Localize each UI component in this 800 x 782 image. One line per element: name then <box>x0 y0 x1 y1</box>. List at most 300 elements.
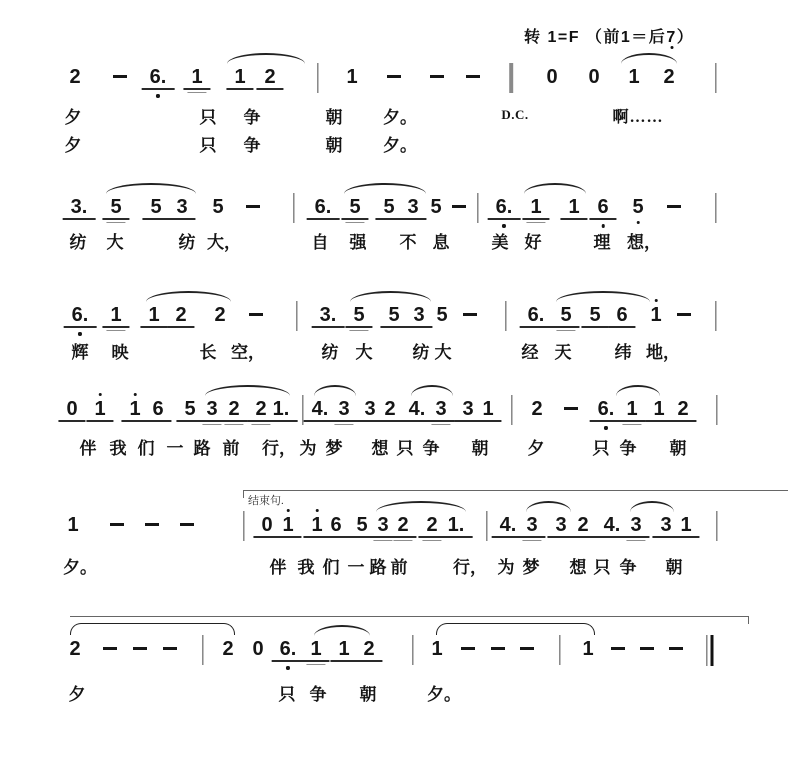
sixteenth-underline <box>622 424 641 426</box>
duration-dash <box>133 647 147 650</box>
note-number: 5 <box>560 304 572 326</box>
slur-arc <box>227 53 305 64</box>
lyric: 纺 <box>69 233 87 252</box>
note-number: 1 <box>346 66 358 88</box>
note <box>152 398 163 420</box>
barline <box>715 301 716 331</box>
lyric: 理 <box>593 233 611 252</box>
lyric: 行， <box>453 558 487 577</box>
lyric: 想 <box>371 439 389 458</box>
sixteenth-underline <box>373 540 392 542</box>
eighth-underline <box>552 326 579 328</box>
duration-dash <box>430 75 444 78</box>
octave-dot-above <box>98 393 101 396</box>
note-number: 5 <box>589 304 601 326</box>
note-number: 2 <box>426 514 438 536</box>
note <box>282 514 293 536</box>
note-number: 2 <box>677 398 689 420</box>
lyric: 前 <box>222 439 240 458</box>
slur-arc <box>556 291 650 302</box>
lyric: 地， <box>646 343 680 362</box>
note-number: 5 <box>430 196 442 218</box>
note-number: 2 <box>397 514 409 536</box>
note <box>346 66 357 88</box>
lyric: 辉 <box>71 343 89 362</box>
note-number: 2 <box>363 638 375 660</box>
eighth-underline <box>322 536 349 538</box>
lyric: 夕。 <box>383 108 417 127</box>
note-number: 6. <box>527 304 545 326</box>
note-number: 1 <box>431 638 443 660</box>
eighth-underline <box>618 420 645 422</box>
note-number: 6. <box>279 638 297 660</box>
barline <box>505 301 506 331</box>
note <box>184 398 195 420</box>
octave-dot-below <box>286 666 289 669</box>
note-number: 1 <box>582 638 594 660</box>
sixteenth-underline <box>106 222 125 224</box>
lyric: 朝 <box>325 108 343 127</box>
note <box>528 304 545 326</box>
note-number: 1 <box>234 66 246 88</box>
eighth-underline <box>474 420 501 422</box>
note <box>338 398 349 420</box>
slur-arc <box>411 385 453 396</box>
eighth-underline <box>569 536 596 538</box>
lyric: 夕 <box>64 136 82 155</box>
eighth-underline <box>488 218 521 220</box>
barline <box>715 63 716 93</box>
eighth-underline <box>669 420 696 422</box>
note-number: 5 <box>353 304 365 326</box>
eighth-underline <box>102 326 129 328</box>
note <box>598 398 615 420</box>
eighth-underline <box>672 536 699 538</box>
note <box>630 514 641 536</box>
note-number: 6. <box>314 196 332 218</box>
note-number: 3. <box>70 196 88 218</box>
note <box>330 514 341 536</box>
eighth-underline <box>581 326 608 328</box>
note <box>431 638 442 660</box>
note-number: 3 <box>176 196 188 218</box>
duration-dash <box>466 75 480 78</box>
octave-dot-above <box>133 393 136 396</box>
lyric: 争 <box>619 558 637 577</box>
note-number: 1 <box>338 638 350 660</box>
note-number: 0 <box>588 66 600 88</box>
eighth-underline <box>376 420 403 422</box>
lyric: 为 <box>299 439 317 458</box>
lyric: 行， <box>262 439 296 458</box>
note-number: 3 <box>377 514 389 536</box>
note <box>129 398 140 420</box>
note-number: 5 <box>110 196 122 218</box>
note <box>383 196 394 218</box>
sixteenth-underline <box>334 424 353 426</box>
lyric: 经 <box>521 343 539 362</box>
duration-dash <box>640 647 654 650</box>
eighth-underline <box>560 218 587 220</box>
note-number: 4. <box>311 398 329 420</box>
lyric: 夕 <box>68 685 86 704</box>
note <box>430 196 441 218</box>
lyric: 纺 <box>412 343 430 362</box>
slur-arc <box>205 385 290 396</box>
note-number: 6. <box>149 66 167 88</box>
lyric: 自 <box>311 233 329 252</box>
note-number: 2 <box>531 398 543 420</box>
octave-dot-below <box>636 221 639 224</box>
lyric: 争 <box>619 439 637 458</box>
note-number: 3 <box>364 398 376 420</box>
lyric: 朝 <box>669 439 687 458</box>
eighth-underline <box>142 88 175 90</box>
note <box>148 304 159 326</box>
lyric: 大 <box>355 343 373 362</box>
note-number: 3. <box>319 304 337 326</box>
octave-dot-above <box>286 509 289 512</box>
note <box>110 196 121 218</box>
note <box>110 304 121 326</box>
duration-dash <box>677 313 691 316</box>
lyric: 只 <box>199 136 217 155</box>
lyric: 想， <box>627 233 661 252</box>
note-number: 2 <box>384 398 396 420</box>
sixteenth-underline <box>626 540 645 542</box>
note-number: 1 <box>626 398 638 420</box>
lyric: 大 <box>434 343 452 362</box>
duration-dash <box>463 313 477 316</box>
duration-dash <box>249 313 263 316</box>
note-number: 1 <box>67 514 79 536</box>
key-change-close-paren: ） <box>676 29 695 46</box>
barline <box>559 635 560 665</box>
note-number: 1 <box>110 304 122 326</box>
lyric: 好 <box>524 233 542 252</box>
note-number: 1 <box>310 638 322 660</box>
note <box>568 196 579 218</box>
duration-dash <box>110 523 124 526</box>
eighth-underline <box>427 420 454 422</box>
lyric: 前 <box>390 558 408 577</box>
lyric: 只 <box>592 439 610 458</box>
sixteenth-underline <box>251 424 270 426</box>
note <box>462 398 473 420</box>
barline <box>716 395 717 425</box>
lyric: 我 <box>109 439 127 458</box>
note <box>663 66 674 88</box>
sixteenth-underline <box>556 330 575 332</box>
note <box>555 514 566 536</box>
ending-bracket <box>243 490 788 491</box>
eighth-underline <box>220 420 247 422</box>
lyric: 一 <box>347 558 365 577</box>
note-number: 2 <box>69 66 81 88</box>
note <box>677 398 688 420</box>
note-number: 2 <box>264 66 276 88</box>
note <box>526 514 537 536</box>
lyric: 只 <box>396 439 414 458</box>
note <box>252 638 263 660</box>
lyric: 映 <box>111 343 129 362</box>
note <box>435 398 446 420</box>
eighth-underline <box>608 326 635 328</box>
tie-arc <box>436 623 595 635</box>
note-number: 3 <box>413 304 425 326</box>
lyric: 争 <box>243 136 261 155</box>
note <box>632 196 643 218</box>
note <box>338 638 349 660</box>
note-number: 5 <box>212 196 224 218</box>
barline <box>412 635 413 665</box>
note-number: 1 <box>482 398 494 420</box>
slur-arc <box>526 501 571 512</box>
final-barline-thin <box>706 635 707 666</box>
note <box>397 514 408 536</box>
note-number: 3 <box>206 398 218 420</box>
note-number: 0 <box>261 514 273 536</box>
lyric: 美 <box>491 233 509 252</box>
lyric: 只 <box>199 108 217 127</box>
note-number: 4. <box>499 514 517 536</box>
slur-arc <box>350 291 431 302</box>
eighth-underline <box>63 218 96 220</box>
lyric: 争 <box>243 108 261 127</box>
duration-dash <box>103 647 117 650</box>
note <box>409 398 426 420</box>
note-number: 1 <box>628 66 640 88</box>
slur-arc <box>344 183 426 194</box>
duration-dash <box>113 75 127 78</box>
sixteenth-underline <box>106 330 125 332</box>
note <box>582 638 593 660</box>
lyric: 梦 <box>522 558 540 577</box>
eighth-underline <box>58 420 85 422</box>
note <box>426 514 437 536</box>
note <box>72 304 89 326</box>
sixteenth-underline <box>431 424 450 426</box>
note <box>353 304 364 326</box>
note <box>604 514 621 536</box>
note-number: 5 <box>184 398 196 420</box>
eighth-underline <box>183 88 210 90</box>
note-number: 1 <box>148 304 160 326</box>
note <box>531 398 542 420</box>
note-number: 4. <box>408 398 426 420</box>
note-number: 5 <box>349 196 361 218</box>
lyric: 夕 <box>64 108 82 127</box>
note <box>588 66 599 88</box>
note <box>234 66 245 88</box>
note-number: 6. <box>495 196 513 218</box>
note <box>356 514 367 536</box>
eighth-underline <box>440 536 473 538</box>
eighth-underline <box>399 218 426 220</box>
eighth-underline <box>144 420 171 422</box>
note-number: 1 <box>191 66 203 88</box>
eighth-underline <box>389 536 416 538</box>
lyric: 朝 <box>471 439 489 458</box>
note-number: 0 <box>252 638 264 660</box>
lyric: 朝 <box>665 558 683 577</box>
barline <box>317 63 318 93</box>
note-number: 1 <box>680 514 692 536</box>
note <box>616 304 627 326</box>
note <box>67 514 78 536</box>
octave-dot-below <box>78 332 81 335</box>
note-number: 6. <box>597 398 615 420</box>
eighth-underline <box>142 218 169 220</box>
barline <box>477 193 478 223</box>
note-number: 0 <box>66 398 78 420</box>
note-number: 3 <box>407 196 419 218</box>
note <box>364 398 375 420</box>
eighth-underline <box>274 536 301 538</box>
note-number: 6 <box>330 514 342 536</box>
note <box>546 66 557 88</box>
duration-dash <box>564 407 578 410</box>
eighth-underline <box>520 326 553 328</box>
note-number: 6 <box>152 398 164 420</box>
ending-bracket-tick <box>748 616 749 624</box>
note <box>482 398 493 420</box>
slur-arc <box>146 291 231 302</box>
eighth-underline <box>355 660 382 662</box>
slur-arc <box>524 183 586 194</box>
slur-arc <box>106 183 196 194</box>
note <box>589 304 600 326</box>
lyric: 朝 <box>359 685 377 704</box>
note-number: 3 <box>462 398 474 420</box>
lyric: 只 <box>593 558 611 577</box>
note-number: 2 <box>228 398 240 420</box>
ending-bracket-tick <box>243 490 244 498</box>
eighth-underline <box>345 326 372 328</box>
note <box>228 398 239 420</box>
note <box>310 638 321 660</box>
lyric: 强 <box>349 233 367 252</box>
octave-dot-below <box>156 94 159 97</box>
lyric: 纬 <box>614 343 632 362</box>
note-number: 1 <box>530 196 542 218</box>
note <box>448 514 465 536</box>
note <box>388 304 399 326</box>
octave-dot-above <box>654 299 657 302</box>
note-number: 5 <box>632 196 644 218</box>
duration-dash <box>180 523 194 526</box>
note-number: 1. <box>272 398 290 420</box>
dc-marking: D.C. <box>501 107 529 122</box>
note <box>320 304 337 326</box>
lyric: 争 <box>422 439 440 458</box>
note <box>560 304 571 326</box>
eighth-underline <box>168 218 195 220</box>
note <box>577 514 588 536</box>
note-number: 5 <box>388 304 400 326</box>
lyric: 不 <box>399 233 417 252</box>
note-number: 2 <box>214 304 226 326</box>
lyric: 伴 <box>269 558 287 577</box>
sixteenth-underline <box>224 424 243 426</box>
lyric: 为 <box>497 558 515 577</box>
note-number: 4. <box>603 514 621 536</box>
duration-dash <box>667 205 681 208</box>
note <box>261 514 272 536</box>
note <box>436 304 447 326</box>
note <box>363 638 374 660</box>
note <box>626 398 637 420</box>
eighth-underline <box>167 326 194 328</box>
note-number: 2 <box>663 66 675 88</box>
barline <box>509 63 513 93</box>
eighth-underline <box>64 326 97 328</box>
note <box>407 196 418 218</box>
note <box>680 514 691 536</box>
lyric: 伴 <box>79 439 97 458</box>
note-number: 2 <box>69 638 81 660</box>
lyric: 朝 <box>325 136 343 155</box>
eighth-underline <box>86 420 113 422</box>
sixteenth-underline <box>345 222 364 224</box>
note <box>176 196 187 218</box>
lyric: 夕。 <box>383 136 417 155</box>
note <box>150 196 161 218</box>
note <box>384 398 395 420</box>
sixteenth-underline <box>526 222 545 224</box>
note-number: 1 <box>94 398 106 420</box>
slur-arc <box>616 385 660 396</box>
sixteenth-underline <box>306 664 325 666</box>
lyric: 纺 <box>321 343 339 362</box>
eighth-underline <box>307 218 340 220</box>
eighth-underline <box>405 326 432 328</box>
eighth-underline <box>265 420 298 422</box>
note-number: 3 <box>338 398 350 420</box>
note <box>660 514 671 536</box>
note <box>150 66 167 88</box>
duration-dash <box>611 647 625 650</box>
note-number: 1 <box>653 398 665 420</box>
lyric: 纺 <box>178 233 196 252</box>
duration-dash <box>461 647 475 650</box>
sixteenth-underline <box>202 424 221 426</box>
slur-arc <box>630 501 674 512</box>
ending-bracket-label: 结束句. <box>248 495 284 507</box>
note-number: 3 <box>526 514 538 536</box>
duration-dash <box>520 647 534 650</box>
note-number: 2 <box>255 398 267 420</box>
note <box>311 514 322 536</box>
note-number: 2 <box>175 304 187 326</box>
note <box>175 304 186 326</box>
note <box>597 196 608 218</box>
note-number: 3 <box>555 514 567 536</box>
octave-dot-below <box>604 426 607 429</box>
note-number: 6 <box>616 304 628 326</box>
duration-dash <box>669 647 683 650</box>
lyric: 大 <box>106 233 124 252</box>
sixteenth-underline <box>187 92 206 94</box>
lyric: 一 <box>166 439 184 458</box>
note-number: 1 <box>568 196 580 218</box>
note <box>315 196 332 218</box>
note <box>69 638 80 660</box>
lyric: 空， <box>231 343 265 362</box>
eighth-underline <box>256 88 283 90</box>
note <box>222 638 233 660</box>
eighth-underline <box>140 326 167 328</box>
